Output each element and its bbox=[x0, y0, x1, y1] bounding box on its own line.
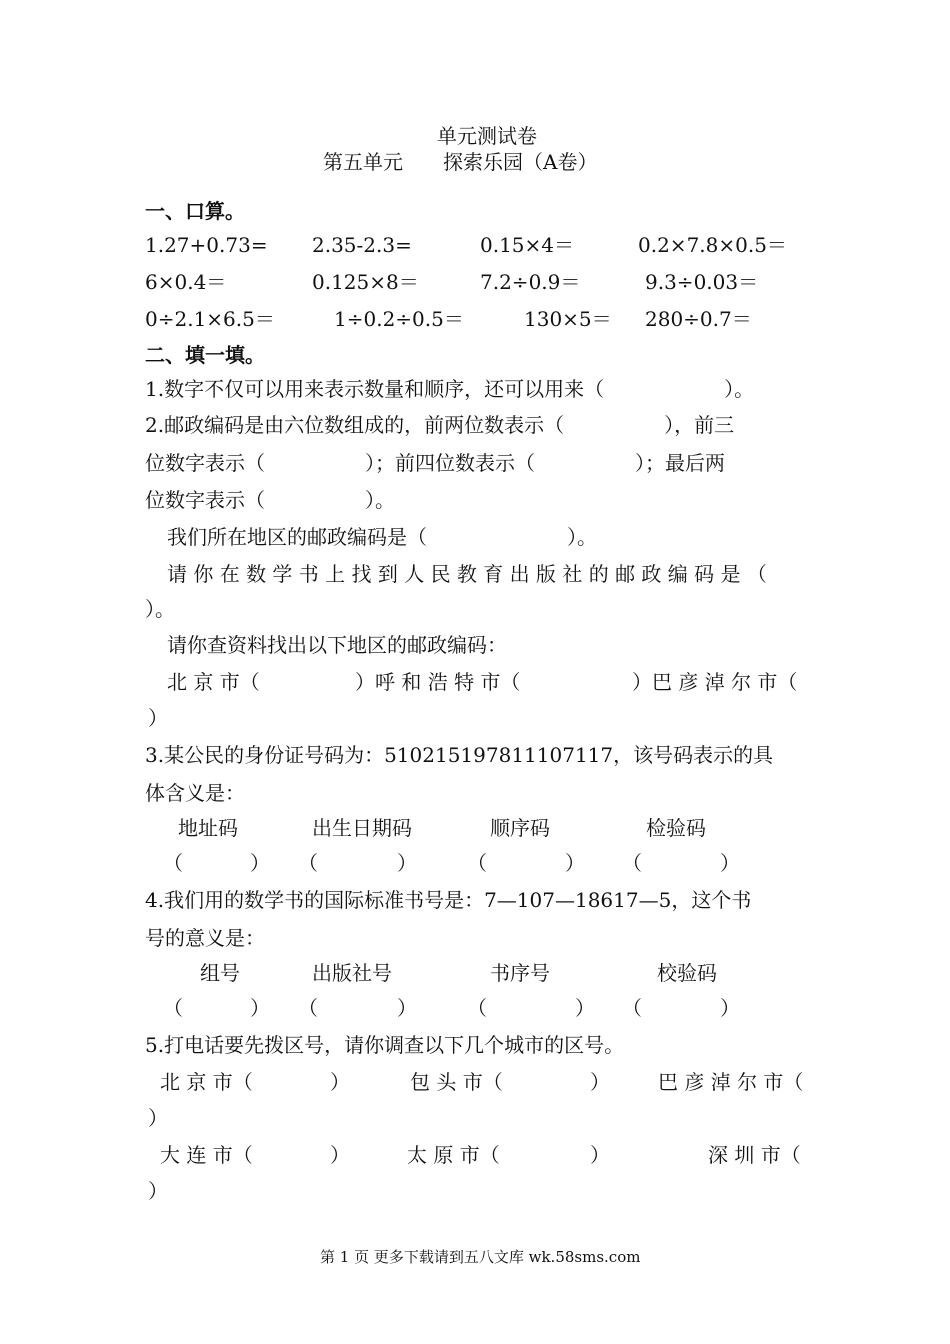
isbn-part-label: 校验码 bbox=[657, 961, 717, 985]
oral-item: 0.2×7.8×0.5＝ bbox=[638, 233, 787, 257]
question-2-line: 位数字表示（ ）；前四位数表示（ ）；最后两 bbox=[145, 451, 725, 475]
answer-paren-close: ） bbox=[590, 1070, 610, 1094]
area-code-city: 北 京 市（ bbox=[160, 1070, 253, 1094]
answer-paren-close: ） bbox=[148, 1179, 168, 1203]
area-code-city: 巴 彦 淖 尔 市（ bbox=[658, 1070, 804, 1094]
oral-item: 0.15×4＝ bbox=[480, 233, 575, 257]
answer-paren-close: ） bbox=[148, 1106, 168, 1130]
answer-paren-close: ） bbox=[590, 1143, 610, 1167]
answer-paren-close: ） bbox=[397, 996, 417, 1020]
answer-paren-open: （ bbox=[467, 996, 487, 1020]
answer-paren-close: ） bbox=[250, 996, 270, 1020]
oral-item: 2.35-2.3= bbox=[312, 233, 412, 257]
question-2-line: ） bbox=[148, 706, 168, 730]
postcode-city: 北 京 市（ bbox=[167, 670, 260, 694]
oral-item: 280÷0.7＝ bbox=[645, 307, 752, 331]
oral-item: 1.27+0.73= bbox=[145, 233, 268, 257]
area-code-city: 太 原 市（ bbox=[407, 1143, 500, 1167]
section-heading-fill: 二、填一填。 bbox=[145, 343, 265, 367]
question-2-line: 请 你 在 数 学 书 上 找 到 人 民 教 育 出 版 社 的 邮 政 编 码 是 （ bbox=[167, 562, 767, 586]
answer-paren-open: （ bbox=[163, 851, 183, 875]
oral-item: 130×5＝ bbox=[524, 307, 612, 331]
answer-paren-close: ） bbox=[720, 851, 740, 875]
area-code-city: 深 圳 市（ bbox=[708, 1143, 801, 1167]
area-code-city: 包 头 市（ bbox=[410, 1070, 503, 1094]
oral-item: 1÷0.2÷0.5＝ bbox=[334, 307, 464, 331]
answer-paren-close: ） bbox=[565, 851, 585, 875]
oral-item: 6×0.4＝ bbox=[145, 270, 227, 294]
answer-paren-open: （ bbox=[622, 851, 642, 875]
oral-item: 0÷2.1×6.5＝ bbox=[145, 307, 275, 331]
answer-paren-close: ） bbox=[720, 996, 740, 1020]
id-part-label: 顺序码 bbox=[490, 816, 550, 840]
answer-paren-open: （ bbox=[163, 996, 183, 1020]
answer-paren-close: ） bbox=[330, 1070, 350, 1094]
oral-item: 0.125×8＝ bbox=[312, 270, 419, 294]
question-2-line: ）。 bbox=[145, 597, 175, 621]
area-code-city: 大 连 市（ bbox=[160, 1143, 253, 1167]
page-subtitle: 第五单元 探索乐园（A卷） bbox=[323, 150, 598, 174]
question-2-line: 我们所在地区的邮政编码是（ ）。 bbox=[167, 525, 597, 549]
answer-paren-open: （ bbox=[622, 996, 642, 1020]
answer-paren-close: ） bbox=[250, 851, 270, 875]
page-footer: 第 1 页 更多下载请到五八文库 wk.58sms.com bbox=[320, 1248, 641, 1266]
answer-paren-open: （ bbox=[298, 851, 318, 875]
postcode-city: ）呼 和 浩 特 市（ bbox=[355, 670, 521, 694]
answer-paren-open: （ bbox=[467, 851, 487, 875]
question-2-line: 2.邮政编码是由六位数组成的，前两位数表示（ ），前三 bbox=[145, 413, 735, 437]
question-3-line: 3.某公民的身份证号码为：510215197811107117，该号码表示的具 bbox=[145, 743, 774, 767]
question-2-line: 位数字表示（ ）。 bbox=[145, 488, 395, 512]
isbn-part-label: 出版社号 bbox=[312, 961, 392, 985]
answer-paren-close: ） bbox=[575, 996, 595, 1020]
postcode-city: ）巴 彦 淖 尔 市（ bbox=[632, 670, 798, 694]
question-3-line: 体含义是： bbox=[145, 781, 245, 805]
question-4-line: 4.我们用的数学书的国际标准书号是：7—107—18617—5，这个书 bbox=[145, 888, 752, 912]
question-2-line: 请你查资料找出以下地区的邮政编码： bbox=[167, 633, 507, 657]
oral-item: 7.2÷0.9＝ bbox=[480, 270, 581, 294]
answer-paren-open: （ bbox=[298, 996, 318, 1020]
answer-paren-close: ） bbox=[397, 851, 417, 875]
question-1: 1.数字不仅可以用来表示数量和顺序，还可以用来（ ）。 bbox=[145, 377, 755, 401]
question-4-line: 号的意义是： bbox=[145, 926, 265, 950]
isbn-part-label: 组号 bbox=[200, 961, 240, 985]
isbn-part-label: 书序号 bbox=[490, 961, 550, 985]
question-5-line: 5.打电话要先拨区号，请你调查以下几个城市的区号。 bbox=[145, 1033, 625, 1057]
section-heading-oral: 一、口算。 bbox=[145, 199, 245, 223]
id-part-label: 检验码 bbox=[646, 816, 706, 840]
oral-item: 9.3÷0.03＝ bbox=[645, 270, 759, 294]
id-part-label: 出生日期码 bbox=[312, 816, 412, 840]
id-part-label: 地址码 bbox=[178, 816, 238, 840]
answer-paren-close: ） bbox=[330, 1143, 350, 1167]
page-title: 单元测试卷 bbox=[437, 124, 537, 148]
